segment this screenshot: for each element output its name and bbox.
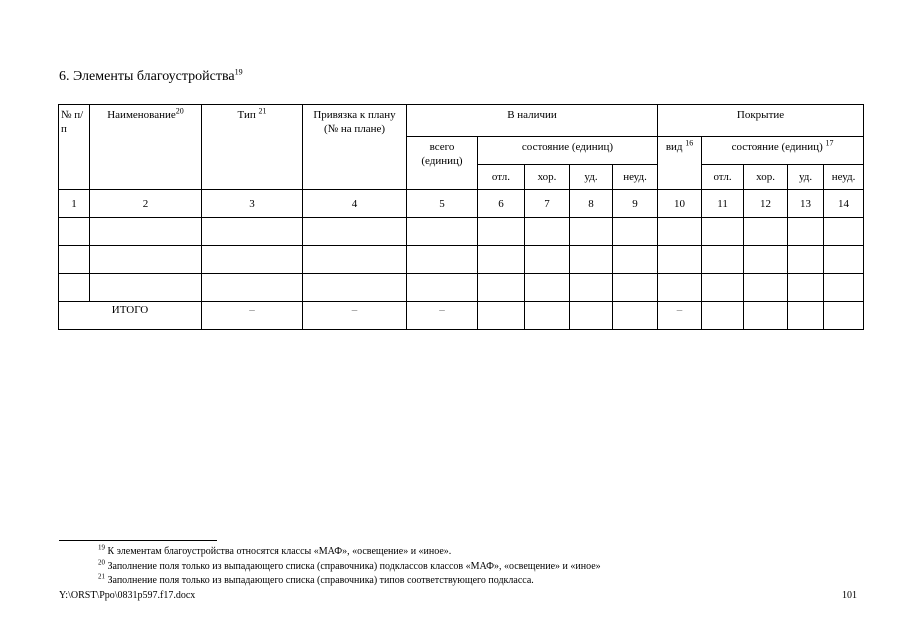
table-cell[interactable] [407, 246, 478, 274]
header-good: хор. [525, 165, 570, 190]
table-cell[interactable] [570, 218, 613, 246]
column-number: 3 [202, 190, 303, 218]
header-kind [658, 137, 702, 190]
header-type-label: Тип [237, 109, 256, 121]
table-cell[interactable] [744, 246, 788, 274]
table-cell[interactable] [744, 218, 788, 246]
footnote [98, 572, 534, 586]
table-cell[interactable] [613, 302, 658, 330]
header-kind-footnote-ref[interactable]: 16 [685, 138, 694, 148]
footnote-number: 21 [98, 572, 105, 581]
table-cell[interactable] [59, 218, 90, 246]
header-unsatisfactory: неуд. [613, 165, 658, 190]
header-name-label: Наименование [107, 109, 176, 121]
table-cell[interactable] [570, 246, 613, 274]
table-row [59, 274, 864, 302]
column-number: 1 [59, 190, 90, 218]
table-cell[interactable] [303, 218, 407, 246]
table-cell[interactable] [702, 218, 744, 246]
header-condition-units-coverage-label: состояние (единиц) [731, 141, 823, 153]
header-satisfactory-coverage: уд. [788, 165, 824, 190]
table-cell[interactable] [613, 274, 658, 302]
column-number: 7 [525, 190, 570, 218]
table-cell[interactable] [525, 246, 570, 274]
table-cell[interactable] [613, 218, 658, 246]
table-cell[interactable] [824, 302, 864, 330]
column-number: 12 [744, 190, 788, 218]
table-cell[interactable] [525, 274, 570, 302]
table-cell[interactable] [744, 302, 788, 330]
total-units: – [407, 302, 478, 330]
table-cell[interactable] [59, 246, 90, 274]
header-condition-coverage-footnote-ref[interactable]: 17 [825, 138, 834, 148]
table-cell[interactable] [613, 246, 658, 274]
table-row [59, 246, 864, 274]
footnote-number: 20 [98, 558, 105, 567]
column-number: 8 [570, 190, 613, 218]
file-path: Y:\ORST\Ppo\0831p597.f17.docx [59, 590, 196, 601]
table-cell[interactable] [658, 218, 702, 246]
table-cell[interactable] [478, 246, 525, 274]
header-condition-units: состояние (единиц) [478, 137, 658, 165]
table-cell[interactable] [824, 246, 864, 274]
table-cell[interactable] [702, 302, 744, 330]
section-title [59, 69, 243, 85]
table-cell[interactable] [303, 246, 407, 274]
column-number: 5 [407, 190, 478, 218]
table-row [59, 218, 864, 246]
table-cell[interactable] [59, 274, 90, 302]
section-title-footnote-ref[interactable]: 19 [234, 67, 243, 77]
footnote-number: 19 [98, 543, 105, 552]
header-excellent-coverage: отл. [702, 165, 744, 190]
table-cell[interactable] [702, 274, 744, 302]
header-type-footnote-ref[interactable]: 21 [258, 106, 267, 116]
table-cell[interactable] [570, 274, 613, 302]
header-name-footnote-ref[interactable]: 20 [175, 106, 184, 116]
column-number: 13 [788, 190, 824, 218]
total-row [59, 302, 864, 330]
total-kind: – [658, 302, 702, 330]
header-excellent: отл. [478, 165, 525, 190]
column-number-row [59, 190, 864, 218]
section-title-text: 6. Элементы благоустройства [59, 69, 235, 84]
table-cell[interactable] [824, 274, 864, 302]
table-cell[interactable] [658, 246, 702, 274]
table-cell[interactable] [525, 302, 570, 330]
footnote [98, 543, 452, 557]
table-cell[interactable] [788, 218, 824, 246]
header-num: № п/п [59, 105, 90, 190]
table-cell[interactable] [90, 274, 202, 302]
footnote-text: Заполнение поля только из выпадающего списка (справочника) типов соответствующего подкласса. [107, 575, 534, 586]
table-cell[interactable] [788, 302, 824, 330]
column-number: 14 [824, 190, 864, 218]
table-cell[interactable] [202, 246, 303, 274]
amenities-table [58, 104, 864, 330]
total-binding: – [303, 302, 407, 330]
table-cell[interactable] [407, 274, 478, 302]
footnote-text: Заполнение поля только из выпадающего списка (справочника) подклассов классов «МАФ», «освещение» и «иное» [107, 561, 601, 572]
header-name [90, 105, 202, 190]
table-cell[interactable] [525, 218, 570, 246]
table-cell[interactable] [202, 274, 303, 302]
column-number: 10 [658, 190, 702, 218]
table-cell[interactable] [303, 274, 407, 302]
header-row-1 [59, 105, 864, 137]
column-number: 2 [90, 190, 202, 218]
table-cell[interactable] [702, 246, 744, 274]
table-cell[interactable] [90, 218, 202, 246]
header-condition-units-coverage [702, 137, 864, 165]
header-kind-label: вид [665, 141, 683, 153]
column-number: 11 [702, 190, 744, 218]
table-cell[interactable] [824, 218, 864, 246]
footnote [98, 558, 601, 572]
table-cell[interactable] [788, 274, 824, 302]
header-total-units: всего (единиц) [407, 137, 478, 190]
footnote-text: К элементам благоустройства относятся классы «МАФ», «освещение» и «иное». [107, 546, 452, 557]
header-coverage: Покрытие [658, 105, 864, 137]
table-cell[interactable] [202, 218, 303, 246]
header-type [202, 105, 303, 190]
header-satisfactory: уд. [570, 165, 613, 190]
footnote-separator [59, 540, 217, 541]
header-available: В наличии [407, 105, 658, 137]
total-label: ИТОГО [59, 302, 202, 330]
table-cell[interactable] [570, 302, 613, 330]
table-cell[interactable] [788, 246, 824, 274]
column-number: 9 [613, 190, 658, 218]
header-plan-binding: Привязка к плану (№ на плане) [303, 105, 407, 190]
table-cell[interactable] [407, 218, 478, 246]
table-cell[interactable] [478, 302, 525, 330]
page-number: 101 [842, 590, 857, 601]
table-cell[interactable] [478, 274, 525, 302]
column-number: 4 [303, 190, 407, 218]
table-cell[interactable] [744, 274, 788, 302]
total-type: – [202, 302, 303, 330]
table-cell[interactable] [90, 246, 202, 274]
header-good-coverage: хор. [744, 165, 788, 190]
table-cell[interactable] [658, 274, 702, 302]
header-unsatisfactory-coverage: неуд. [824, 165, 864, 190]
table-cell[interactable] [478, 218, 525, 246]
column-number: 6 [478, 190, 525, 218]
